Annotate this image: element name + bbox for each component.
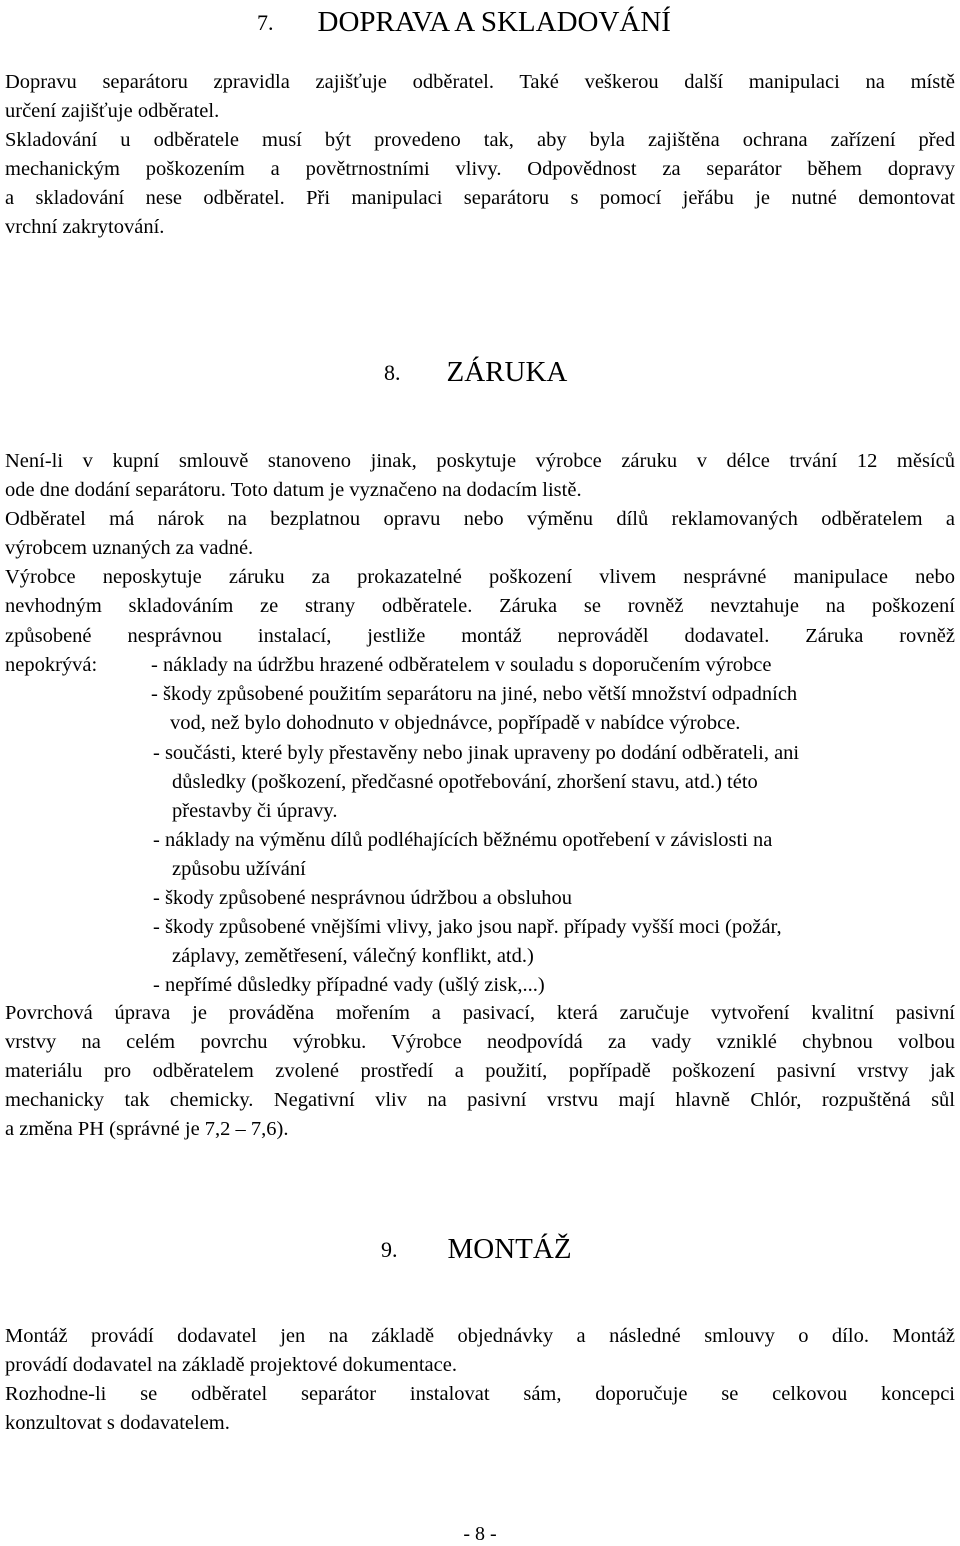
text-line: mechanickým poškozením a povětrnostními vlivy. Odpovědnost za separátor během dopravy <box>5 158 955 181</box>
list-item: - náklady na údržbu hrazené odběratelem v souladu s doporučením výrobce <box>151 654 772 676</box>
text-line: Dopravu separátoru zpravidla zajišťuje odběratel. Také veškerou další manipulaci na místě <box>5 71 955 93</box>
section-7-number: 7. <box>257 10 274 35</box>
list-item: - náklady na výměnu dílů podléhajících běžnému opotřebení v závislosti na <box>153 829 773 851</box>
text-line: Povrchová úprava je prováděna mořením a pasivací, která zaručuje vytvoření kvalitní pasivní <box>5 1002 955 1024</box>
text-line: a změna PH (správné je 7,2 – 7,6). <box>5 1118 289 1141</box>
list-item: - škody způsobené vnějšími vlivy, jako jsou např. případy vyšší moci (požár, <box>153 916 782 938</box>
warranty-exclusions <box>5 651 955 1001</box>
page-number: - 8 - <box>463 1523 497 1545</box>
list-item: důsledky (poškození, předčasné opotřebování, zhoršení stavu, atd.) této <box>172 771 758 793</box>
list-item: - škody způsobené použitím separátoru na jiné, nebo větší množství odpadních <box>151 683 798 705</box>
text-line: způsobené nesprávnou instalací, jestliže montáž neprováděl dodavatel. Záruka rovněž <box>5 624 955 647</box>
text-line: vrstvy na celém povrchu výrobku. Výrobce neodpovídá za vady vzniklé chybnou volbou <box>5 1031 955 1054</box>
text-line: Skladování u odběratele musí být provedeno tak, aby byla zajištěna ochrana zařízení před <box>5 129 955 152</box>
text-line: ode dne dodání separátoru. Toto datum je vyznačeno na dodacím listě. <box>5 479 582 502</box>
section-9-number: 9. <box>381 1237 398 1262</box>
text-line: Výrobce neposkytuje záruku za prokazatelné poškození vlivem nesprávné manipulace nebo <box>5 566 955 589</box>
text-line: konzultovat s dodavatelem. <box>5 1412 230 1435</box>
section-9-heading <box>381 1232 572 1267</box>
text-line: Odběratel má nárok na bezplatnou opravu nebo výměnu dílů reklamovaných odběratelem a <box>5 508 955 531</box>
section-9-text <box>5 1322 955 1438</box>
section-8-text <box>5 447 955 651</box>
list-item: - součásti, které byly přestavěny nebo jinak upraveny po dodání odběrateli, ani <box>153 742 800 764</box>
section-7-heading <box>257 5 671 40</box>
text-line: Montáž provádí dodavatel jen na základě objednávky a následné smlouvy o dílo. Montáž <box>5 1325 955 1347</box>
text-line: Rozhodne-li se odběratel separátor instalovat sám, doporučuje se celkovou koncepci <box>5 1383 955 1406</box>
text-line: určení zajišťuje odběratel. <box>5 100 220 123</box>
section-8-title: ZÁRUKA <box>446 356 568 388</box>
section-8-heading <box>384 355 567 390</box>
list-item: - škody způsobené nesprávnou údržbou a obsluhou <box>153 887 573 909</box>
surface-treatment-text <box>5 999 955 1144</box>
text-line: a skladování nese odběratel. Při manipulaci separátoru s pomocí jeřábu je nutné demontovat <box>5 187 955 210</box>
text-line: materiálu pro odběratelem zvolené prostředí a použití, popřípadě poškození pasivní vrstvy jak <box>5 1060 955 1083</box>
text-line: provádí dodavatel na základě projektové dokumentace. <box>5 1354 457 1377</box>
section-7-text <box>5 68 955 243</box>
text-line: nevhodným skladováním ze strany odběratele. Záruka se rovněž nevztahuje na poškození <box>5 595 955 618</box>
list-item: záplavy, zemětřesení, válečný konflikt, atd.) <box>172 945 534 967</box>
list-item: přestavby či úpravy. <box>172 800 338 822</box>
text-line: vrchní zakrytování. <box>5 216 165 239</box>
exclusions-label: nepokrývá: <box>5 654 98 676</box>
text-line: výrobcem uznaných za vadné. <box>5 537 254 560</box>
section-9-title: MONTÁŽ <box>447 1233 572 1265</box>
text-line: Není-li v kupní smlouvě stanoveno jinak, poskytuje výrobce záruku v délce trvání 12 měsíců <box>5 450 955 472</box>
list-item: způsobu užívání <box>172 858 306 880</box>
section-7-title: DOPRAVA A SKLADOVÁNÍ <box>317 6 671 38</box>
text-line: mechanicky tak chemicky. Negativní vliv na pasivní vrstvu mají hlavně Chlór, rozpuštěná sůl <box>5 1089 955 1112</box>
section-8-number: 8. <box>384 360 401 385</box>
list-item: - nepřímé důsledky případné vady (ušlý zisk,...) <box>153 974 545 996</box>
list-item: vod, než bylo dohodnuto v objednávce, popřípadě v nabídce výrobce. <box>170 712 741 734</box>
